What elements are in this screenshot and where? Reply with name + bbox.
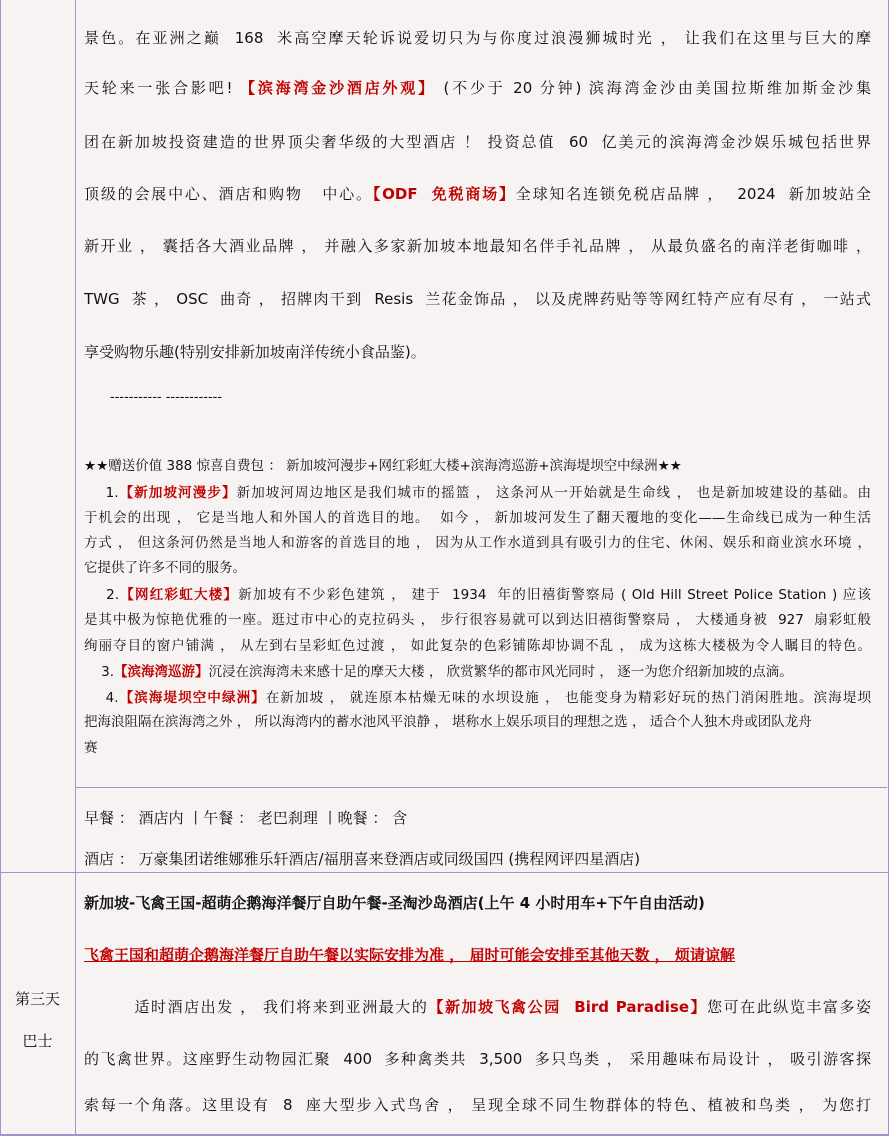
- text-segment: 新加坡有不少彩色建筑 ， 建于 1934 年的旧禧街警察局 ( Old Hill Street Police Station ) 应该: [238, 587, 872, 603]
- row-divider: [0, 872, 889, 873]
- text-line: [84, 132, 871, 152]
- text-segment: 新开业 ， 囊括各大酒业品牌 ， 并融入多家新加坡本地最知名伴手礼品牌 ， 从最负盛名的南洋老街咖啡 ，: [84, 237, 871, 255]
- highlight-title: 【新加坡河漫步】: [118, 485, 237, 501]
- text-segment: 景色。在亚洲之巅 168 米高空摩天轮诉说爱切只为与你度过浪漫狮城时光 ， 让我们在这里与巨大的摩: [84, 29, 871, 47]
- text-segment: 绚丽夺目的窗户铺满 ， 从左到右呈彩虹色过渡 ， 如此复杂的色彩铺陈却协调不乱 ， 成为这栋大楼极为令人瞩目的特色。: [84, 638, 871, 654]
- text-line: [84, 508, 871, 528]
- text-segment: 赛: [84, 740, 98, 756]
- text-segment: TWG 茶 ， OSC 曲奇 ， 招牌肉干到 Resis 兰花金饰品 ， 以及虎牌药贴等等网红特产应有尽有 ， 一站式: [84, 290, 871, 308]
- text-segment: 3.: [84, 664, 115, 680]
- text-segment: 2.: [84, 587, 120, 603]
- text-segment: 适时酒店出发 ， 我们将来到亚洲最大的: [84, 998, 429, 1016]
- text-line: [84, 610, 871, 630]
- text-segment: 把海浪阻隔在滨海湾之外 ， 所以海湾内的蓄水池风平浪静 ， 堪称水上娱乐项目的理想之选 ， 适合个人独木舟或团队龙舟: [84, 714, 812, 730]
- text-segment: 顶级的会展中心、酒店和购物 中心。: [84, 185, 373, 203]
- highlight-title: 【滨海堤坝空中绿洲】: [118, 690, 266, 706]
- text-line: [84, 289, 871, 309]
- text-line: [84, 738, 871, 758]
- highlight-title: 【网红彩虹大楼】: [119, 587, 239, 603]
- text-line: [84, 997, 871, 1017]
- text-segment: 全球知名连锁免税店品牌 ， 2024 新加坡站全: [515, 185, 871, 203]
- text-segment: 1.: [84, 485, 119, 501]
- text-line: [84, 712, 871, 732]
- text-segment: 新加坡河周边地区是我们城市的摇篮 ， 这条河从一开始就是生命线 ， 也是新加坡建设的基础。由: [236, 485, 872, 501]
- text-line: [84, 1095, 871, 1115]
- column-divider: [75, 0, 76, 1134]
- day3-notice: 飞禽王国和超萌企鹅海洋餐厅自助午餐以实际安排为准 ， 届时可能会安排至其他天数 ， 烦请谅解: [84, 946, 735, 964]
- highlight-title: 【滨海湾金沙酒店外观】: [240, 79, 436, 97]
- highlight-title: 【新加坡飞禽公园 Bird Paradise】: [428, 998, 708, 1016]
- text-line: [84, 28, 871, 48]
- meals-divider: [76, 787, 887, 788]
- text-segment: 天轮来一张合影吧!: [84, 79, 241, 97]
- text-line: [84, 662, 871, 682]
- text-line: [84, 236, 871, 256]
- text-segment: 在新加坡 ， 就连原本枯燥无味的水坝设施 ， 也能变身为精彩好玩的热门消闲胜地。滨海堤坝: [265, 690, 872, 706]
- text-line: [84, 78, 871, 98]
- day3-title: 新加坡-飞禽王国-超萌企鹅海洋餐厅自助午餐-圣淘沙岛酒店(上午 4 小时用车+下午自由活动): [84, 894, 705, 912]
- text-segment: 沉浸在滨海湾未来感十足的摩天大楼 ， 欣赏繁华的都市风光同时 ， 逐一为您介绍新加坡的点滴。: [208, 664, 793, 680]
- text-line: [84, 1049, 871, 1069]
- text-line: [84, 558, 871, 578]
- text-line: [84, 585, 871, 605]
- text-segment: 您可在此纵览丰富多姿: [707, 998, 871, 1016]
- text-line: [84, 184, 871, 204]
- text-segment: 享受购物乐趣(特别安排新加坡南洋传统小食品鉴)。: [84, 343, 426, 361]
- text-line: [84, 483, 871, 503]
- highlight-title: 【ODF 免税商场】: [372, 185, 516, 203]
- text-segment: (不少于 20 分钟) 滨海湾金沙由美国拉斯维加斯金沙集: [435, 79, 871, 97]
- meals-info: 早餐 ： 酒店内 丨午餐 ： 老巴刹理 丨晚餐 ： 含: [84, 809, 408, 827]
- text-line: [84, 636, 871, 656]
- text-segment: 团在新加坡投资建造的世界顶尖奢华级的大型酒店 ！ 投资总值 60 亿美元的滨海湾金沙娱乐城包括世界: [84, 133, 871, 151]
- dash-divider: ----------- ------------: [110, 390, 223, 405]
- text-segment: 方式 ， 但这条河仍然是当地人和游客的首选目的地 ， 因为从工作水道到具有吸引力的住宅、休闲、娱乐和商业滨水环境 ，: [84, 535, 871, 551]
- text-line: [84, 533, 871, 553]
- day-label: 第三天: [14, 990, 60, 1008]
- text-segment: 4.: [84, 690, 119, 706]
- text-segment: 的飞禽世界。这座野生动物园汇聚 400 多种禽类共 3,500 多只鸟类 ， 采用趣味布局设计 ， 吸引游客探: [84, 1050, 871, 1068]
- transport-label: 巴士: [22, 1032, 53, 1050]
- text-segment: 是其中极为惊艳优雅的一座。逛过市中心的克拉码头 ， 步行很容易就可以到达旧禧街警察局 ， 大楼通身被 927 扇彩虹般: [84, 612, 871, 628]
- text-line: [84, 688, 871, 708]
- gift-header: ★★赠送价值 388 惊喜自费包 ： 新加坡河漫步+网红彩虹大楼+滨海湾巡游+滨海堤坝空中绿洲★★: [84, 458, 682, 474]
- text-line: [84, 342, 871, 362]
- text-segment: 它提供了许多不同的服务。: [84, 560, 246, 576]
- highlight-title: 【滨海湾巡游】: [114, 664, 209, 680]
- text-segment: 于机会的出现 ， 它是当地人和外国人的首选目的地。 如今 ， 新加坡河发生了翻天覆地的变化——生命线已成为一种生活: [84, 510, 871, 526]
- hotel-info: 酒店 ： 万豪集团诺维娜雅乐轩酒店/福朋喜来登酒店或同级国四 (携程网评四星酒店): [84, 850, 641, 868]
- text-segment: 索每一个角落。这里设有 8 座大型步入式鸟舍 ， 呈现全球不同生物群体的特色、植被和鸟类 ， 为您打: [84, 1096, 871, 1114]
